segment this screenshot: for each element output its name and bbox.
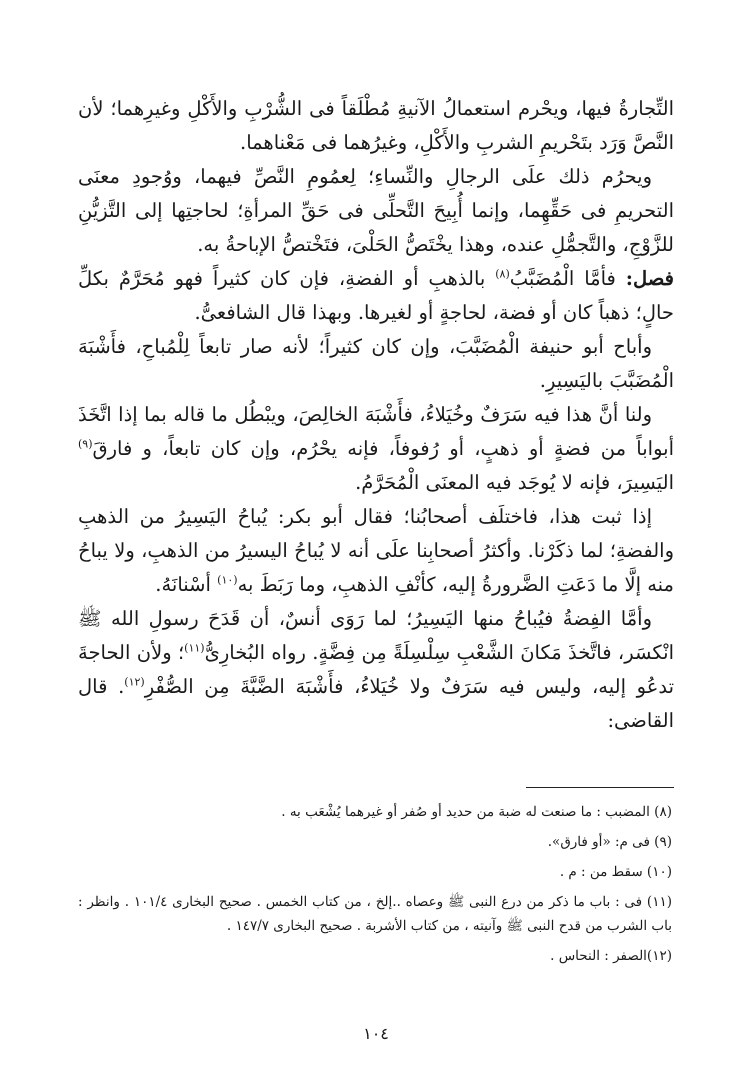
page-number: ١٠٤ — [363, 1024, 389, 1043]
footnote-ref-12[interactable]: (١٢) — [124, 675, 145, 689]
paragraph-7-text-b: ؛ ولأن الحاجةَ تدعُو إليه، وليس فيه سَرَفٌ ولا خُيَلاءُ، فأَشْبَهَ الضَّبَّةَ مِن الصُّفْرِ — [78, 641, 675, 698]
paragraph-5-text-b: اليَسِيرَ، فإنه لا يُوجَد فيه المعنَى الْمُحَرَّمُ. — [355, 471, 674, 494]
paragraph-1: التِّجارةُ فيها، ويحْرم استعمالُ الآنيةِ مُطْلَقاً فى الشُّرْبِ والأَكْلِ وغيرِهما؛ لأن النَّصَّ وَرَد بتَحْريمِ الشربِ والأَكْلِ، وغيرُهما فى مَعْناهما. — [78, 97, 674, 154]
footnote-ref-10[interactable]: (١٠) — [217, 573, 238, 587]
paragraph-5 — [78, 398, 674, 500]
paragraph-3-text-a: فأمَّا الْمُضَبَّبُ — [509, 267, 616, 290]
main-text — [78, 92, 674, 738]
paragraph-2: ويحرُم ذلك علَى الرجالِ والنِّساءِ؛ لِعمُومِ النَّصِّ فيهما، ووُجودِ معنَى التحريمِ فى حَقِّهِما، وإنما أُبِيحَ التَّحلِّى فى حَقِّ المرأةِ؛ لحاجتِها إلى التَّزيُّنِ للزَّوْجِ، والتَّجمُّلِ عنده، وهذا يخْتَصُّ الحَلْىَ، فتَخْتصُّ الإباحةُ به. — [78, 165, 674, 256]
footnote-ref-9[interactable]: (٩) — [78, 437, 93, 451]
footnote-8: (٨) المضبب : ما صنعت له ضبة من حديد أو صُفر أو غيرهما يُشْعَب به . — [281, 804, 672, 820]
paragraph-6-text-b: أسْنانَهُ. — [155, 573, 218, 596]
footnote-ref-8[interactable]: (٨) — [495, 267, 510, 281]
fasl-label: فصل: — [625, 267, 674, 290]
footnote-ref-11[interactable]: (١١) — [184, 641, 205, 655]
footnote-9: (٩) فى م: «أو فارق». — [547, 834, 672, 850]
footnote-11: (١١) فى : باب ما ذكر من درع النبى ﷺ وعصاه ..إلخ ، من كتاب الخمس . صحيح البخارى ١٠١/٤ . وانظر : باب الشرب من قدح النبى ﷺ وآنيته ، من كتاب الأشربة . صحيح البخارى ١٤٧/٧ . — [78, 894, 672, 934]
paragraph-fasl — [78, 262, 674, 330]
paragraph-5-text-a: ولنا أنَّ هذا فيه سَرَفٌ وخُيَلاءُ، فأَشْبَهَ الخالِصَ، ويبْطُل ما قاله بما إذا اتَّخَذَ أبواباً من فضةٍ أو ذهبٍ، أو رُفوفاً، فإنه يحْرُم، وإن كان تابعاً، و فارقَ — [78, 403, 674, 460]
footnote-12: (١٢)الصفر : النحاس . — [550, 948, 672, 964]
paragraph-6 — [78, 500, 674, 602]
footnote-10: (١٠) سقط من : م . — [559, 864, 672, 880]
paragraph-7-text-a: وأمَّا الفِضةُ فيُباحُ منها اليَسِيرُ؛ لما رَوَى أنسٌ، أن قَدَحَ رسولِ الله ﷺ انْكسَر، فاتَّخذَ مَكانَ الشَّعْبِ سِلْسِلَةً مِن فِضَّةٍ. رواه البُخارِىُّ — [78, 607, 674, 664]
paragraph-4: وأباح أبو حنيفة الْمُضَبَّبَ، وإن كان كثيراً؛ لأنه صار تابعاً لِلْمُباحِ، فأَشْبَهَ الْمُضَبَّبَ باليَسِيرِ. — [78, 335, 674, 392]
footnotes — [78, 800, 672, 974]
paragraph-7 — [78, 602, 674, 738]
paragraph-6-text-a: إذا ثبت هذا، فاختلَف أصحابُنا؛ فقال أبو بكر: يُباحُ اليَسِيرُ من الذهبِ والفضةِ؛ لما ذكَرْنا. وأكثرُ أصحابِنا علَى أنه لا يُباحُ اليسيرُ من الذهبِ، ولا يباحُ منه إلَّا ما دَعَتِ الضَّرورةُ إليه، كأنْفِ الذهبِ، وما رَبَطَ به — [78, 505, 674, 596]
footnote-divider — [526, 787, 674, 788]
paragraph-3-text-b: بالذهبِ أو الفضةِ، فإن كان كثيراً فهو مُحَرَّمٌ بكلِّ حالٍ؛ ذهباً كان أو فضة، لحاجةٍ أو لغيرها. وبهذا قال الشافعىُّ. — [78, 267, 674, 324]
paragraph-7-text-c: . قال القاضى: — [78, 675, 674, 732]
